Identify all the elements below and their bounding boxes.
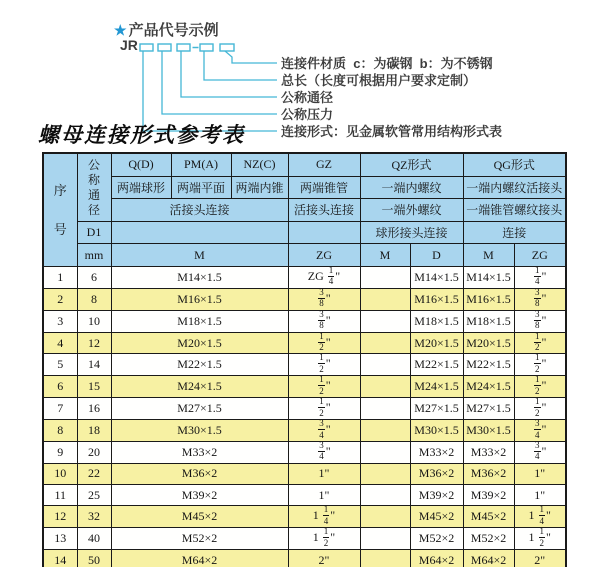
cell-qz-d: M18×1.5 — [410, 310, 463, 332]
cell-qz-m — [360, 441, 410, 463]
code-box — [140, 44, 153, 51]
header-union-connection: 活接头连接 — [111, 199, 288, 222]
cell-gz-size: 1" — [288, 463, 360, 484]
cell-serial: 2 — [43, 288, 77, 310]
cell-dn: 15 — [77, 376, 111, 398]
cell-dn: 18 — [77, 420, 111, 442]
cell-serial: 14 — [43, 550, 77, 567]
cell-serial: 4 — [43, 332, 77, 354]
cell-m-thread: M14×1.5 — [111, 266, 288, 288]
cell-m-thread: M64×2 — [111, 550, 288, 567]
cell-qg-m: M45×2 — [463, 506, 514, 528]
table-row — [43, 288, 566, 310]
leader-line — [204, 51, 277, 80]
cell-m-thread: M45×2 — [111, 506, 288, 528]
cell-m-thread: M22×1.5 — [111, 354, 288, 376]
cell-qz-m — [360, 506, 410, 528]
cell-dn: 8 — [77, 288, 111, 310]
table-row — [43, 506, 566, 528]
cell-serial: 6 — [43, 376, 77, 398]
cell-gz-size: 1 $\frac{1}{4}$ " — [288, 506, 360, 528]
header-qg-connection: 连接 — [463, 221, 566, 244]
cell-qg-m: M36×2 — [463, 463, 514, 484]
table-row — [43, 354, 566, 376]
cell-qz-m — [360, 288, 410, 310]
table-body — [43, 266, 566, 567]
cell-qz-m — [360, 550, 410, 567]
cell-qz-d: M22×1.5 — [410, 354, 463, 376]
header-col-qz: QZ形式 — [360, 153, 463, 176]
cell-qz-m — [360, 354, 410, 376]
cell-qg-zg: 1 $\frac{1}{4}$ " — [514, 506, 566, 528]
header-qz-external-thread: 一端外螺纹 — [360, 199, 463, 222]
cell-dn: 40 — [77, 528, 111, 550]
header-unit-mm: mm — [77, 244, 111, 267]
cell-qz-m — [360, 376, 410, 398]
table-row — [43, 485, 566, 506]
header-qz-sub: 一端内螺纹 — [360, 176, 463, 199]
cell-serial: 7 — [43, 398, 77, 420]
cell-qz-m — [360, 420, 410, 442]
cell-dn: 14 — [77, 354, 111, 376]
cell-dn: 32 — [77, 506, 111, 528]
table-row — [43, 420, 566, 442]
cell-qg-m: M30×1.5 — [463, 420, 514, 442]
cell-serial: 5 — [43, 354, 77, 376]
cell-qz-m — [360, 310, 410, 332]
cell-dn: 50 — [77, 550, 111, 567]
cell-qz-d: M14×1.5 — [410, 266, 463, 288]
cell-qg-m: M24×1.5 — [463, 376, 514, 398]
table-title: 螺母连接形式参考表 — [38, 122, 245, 147]
cell-serial: 8 — [43, 420, 77, 442]
cell-qz-m — [360, 332, 410, 354]
cell-serial: 1 — [43, 266, 77, 288]
leader-line — [162, 51, 277, 114]
header-unit-zg: ZG — [288, 244, 360, 267]
cell-gz-size: $\frac{1}{2}$ " — [288, 376, 360, 398]
cell-qg-zg: $\frac{1}{2}$ " — [514, 354, 566, 376]
cell-qg-m: M14×1.5 — [463, 266, 514, 288]
cell-serial: 12 — [43, 506, 77, 528]
cell-dn: 6 — [77, 266, 111, 288]
cell-dn: 20 — [77, 441, 111, 463]
table-row — [43, 463, 566, 484]
code-box — [220, 44, 234, 51]
cell-qg-zg: $\frac{1}{2}$ " — [514, 376, 566, 398]
cell-m-thread: M24×1.5 — [111, 376, 288, 398]
cell-qz-m — [360, 528, 410, 550]
header-q-sub: 两端球形 — [111, 176, 171, 199]
cell-qg-m: M18×1.5 — [463, 310, 514, 332]
cell-dn: 25 — [77, 485, 111, 506]
cell-dn: 10 — [77, 310, 111, 332]
header-gz-union-connection: 活接头连接 — [288, 199, 360, 222]
table-row — [43, 550, 566, 567]
header-col-q: Q(D) — [111, 153, 171, 176]
cell-qz-d: M36×2 — [410, 463, 463, 484]
cell-gz-size: $\frac{1}{2}$ " — [288, 354, 360, 376]
cell-qz-d: M30×1.5 — [410, 420, 463, 442]
header-empty-cell — [288, 221, 360, 244]
table-row — [43, 398, 566, 420]
cell-qg-zg: $\frac{3}{8}$ " — [514, 288, 566, 310]
cell-qg-m: M16×1.5 — [463, 288, 514, 310]
cell-qg-m: M22×1.5 — [463, 354, 514, 376]
header-col-gz: GZ — [288, 153, 360, 176]
cell-m-thread: M16×1.5 — [111, 288, 288, 310]
diagram-heading-text: 产品代号示例 — [128, 22, 219, 39]
cell-qz-d: M45×2 — [410, 506, 463, 528]
cell-gz-size: $\frac{1}{2}$ " — [288, 332, 360, 354]
cell-dn: 16 — [77, 398, 111, 420]
cell-qg-zg: $\frac{1}{2}$ " — [514, 332, 566, 354]
cell-gz-size: 2" — [288, 550, 360, 567]
diagram-label-nominal-diameter: 公称通径 — [281, 90, 334, 105]
cell-m-thread: M30×1.5 — [111, 420, 288, 442]
cell-m-thread: M33×2 — [111, 441, 288, 463]
header-col-nz: NZ(C) — [231, 153, 288, 176]
header-col-pm: PM(A) — [171, 153, 231, 176]
table-row — [43, 310, 566, 332]
cell-gz-size: $\frac{3}{4}$ " — [288, 420, 360, 442]
header-unit-m: M — [111, 244, 288, 267]
cell-m-thread: M39×2 — [111, 485, 288, 506]
header-nominal-diameter: 公 称 通 径 — [77, 153, 111, 221]
diagram-label-connection-form: 连接形式：见金属软管常用结构形式表 — [281, 124, 503, 139]
cell-qg-m: M52×2 — [463, 528, 514, 550]
header-qz-ball-joint-connection: 球形接头连接 — [360, 221, 463, 244]
header-col-qg: QG形式 — [463, 153, 566, 176]
cell-qz-d: M64×2 — [410, 550, 463, 567]
cell-qg-zg: $\frac{1}{4}$ " — [514, 266, 566, 288]
header-qz-unit-m: M — [360, 244, 410, 267]
cell-gz-size: $\frac{3}{8}$ " — [288, 310, 360, 332]
diagram-label-nominal-pressure: 公称压力 — [281, 107, 334, 122]
header-serial: 序 号 — [43, 153, 77, 266]
cell-gz-size: 1 $\frac{1}{2}$ " — [288, 528, 360, 550]
cell-m-thread: M52×2 — [111, 528, 288, 550]
header-qz-unit-d: D — [410, 244, 463, 267]
table-row — [43, 332, 566, 354]
cell-qz-d: M27×1.5 — [410, 398, 463, 420]
cell-gz-size: $\frac{1}{2}$ " — [288, 398, 360, 420]
cell-qg-m: M27×1.5 — [463, 398, 514, 420]
cell-qg-zg: 1 $\frac{1}{2}$ " — [514, 528, 566, 550]
header-qg-unit-zg: ZG — [514, 244, 566, 267]
cell-qg-m: M64×2 — [463, 550, 514, 567]
header-d1: D1 — [77, 221, 111, 244]
cell-qz-d: M24×1.5 — [410, 376, 463, 398]
table-row — [43, 528, 566, 550]
cell-serial: 11 — [43, 485, 77, 506]
cell-qz-d: M33×2 — [410, 441, 463, 463]
cell-qg-zg: 2" — [514, 550, 566, 567]
code-box — [158, 44, 171, 51]
header-gz-sub: 两端锥管 — [288, 176, 360, 199]
cell-qz-m — [360, 266, 410, 288]
table-header — [43, 153, 566, 266]
table-row — [43, 266, 566, 288]
cell-qg-m: M39×2 — [463, 485, 514, 506]
cell-qz-m — [360, 463, 410, 484]
header-qg-unit-m: M — [463, 244, 514, 267]
cell-qg-zg: $\frac{3}{4}$ " — [514, 441, 566, 463]
header-nz-sub: 两端内锥 — [231, 176, 288, 199]
cell-qg-zg: $\frac{3}{8}$ " — [514, 310, 566, 332]
header-pm-sub: 两端平面 — [171, 176, 231, 199]
cell-serial: 10 — [43, 463, 77, 484]
code-box — [177, 44, 190, 51]
nut-connection-reference-table — [42, 152, 567, 567]
header-empty-cell — [111, 221, 288, 244]
cell-serial: 9 — [43, 441, 77, 463]
cell-serial: 13 — [43, 528, 77, 550]
cell-qz-m — [360, 398, 410, 420]
cell-gz-size: 1" — [288, 485, 360, 506]
cell-qz-m — [360, 485, 410, 506]
cell-serial: 3 — [43, 310, 77, 332]
cell-gz-size: ZG $\frac{1}{4}$ " — [288, 266, 360, 288]
cell-qg-zg: $\frac{1}{2}$ " — [514, 398, 566, 420]
table-row — [43, 441, 566, 463]
header-qg-sub: 一端内螺纹活接头 — [463, 176, 566, 199]
code-prefix: JR — [120, 37, 138, 53]
cell-m-thread: M20×1.5 — [111, 332, 288, 354]
cell-qg-m: M20×1.5 — [463, 332, 514, 354]
diagram-label-material: 连接件材质 c：为碳钢 b：为不锈钢 — [281, 56, 493, 71]
cell-qg-zg: 1" — [514, 485, 566, 506]
star-icon: ★ — [114, 22, 127, 38]
code-box — [200, 44, 213, 51]
cell-qg-m: M33×2 — [463, 441, 514, 463]
cell-qz-d: M20×1.5 — [410, 332, 463, 354]
table-row — [43, 376, 566, 398]
cell-m-thread: M36×2 — [111, 463, 288, 484]
leader-line — [225, 51, 277, 63]
cell-gz-size: $\frac{3}{4}$ " — [288, 441, 360, 463]
diagram-label-total-length: 总长（长度可根据用户要求定制） — [281, 73, 477, 88]
cell-dn: 12 — [77, 332, 111, 354]
cell-qg-zg: 1" — [514, 463, 566, 484]
cell-qz-d: M52×2 — [410, 528, 463, 550]
cell-dn: 22 — [77, 463, 111, 484]
header-qg-taper-thread-joint: 一端锥管螺纹接头 — [463, 199, 566, 222]
cell-qz-d: M16×1.5 — [410, 288, 463, 310]
cell-qz-d: M39×2 — [410, 485, 463, 506]
cell-gz-size: $\frac{3}{8}$ " — [288, 288, 360, 310]
cell-m-thread: M27×1.5 — [111, 398, 288, 420]
cell-qg-zg: $\frac{3}{4}$ " — [514, 420, 566, 442]
cell-m-thread: M18×1.5 — [111, 310, 288, 332]
leader-line — [181, 51, 277, 97]
